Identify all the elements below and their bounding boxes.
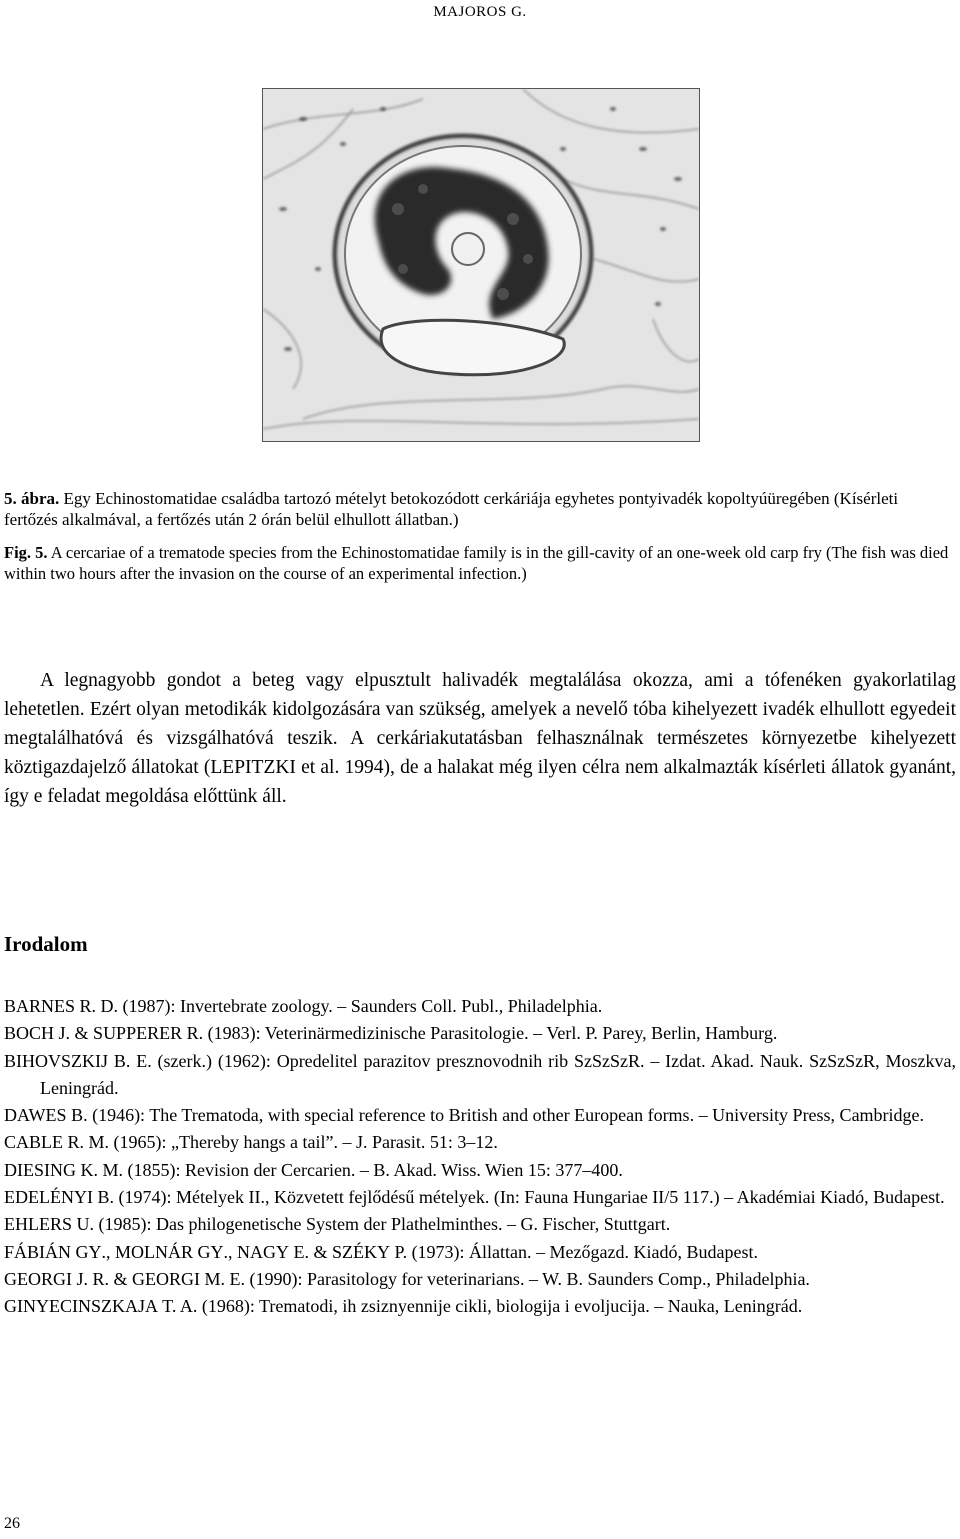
- reference-item: GINYECINSZKAJA T. A. (1968): Trematodi, ih zsiznyennije cikli, biologija i evoljucija. – Nauka, Leningrád.: [4, 1296, 803, 1317]
- reference-item: BARNES R. D. (1987): Invertebrate zoology. – Saunders Coll. Publ., Philadelphia.: [4, 996, 603, 1016]
- reference-item: EHLERS U. (1985): Das philogenetische System der Plathelminthes. – G. Fischer, Stuttgart.: [4, 1214, 671, 1235]
- reference-item: EDELÉNYI B. (1974): Mételyek II., Közvetett fejlődésű mételyek. (In: Fauna Hungariae II/5 117.) – Akadémiai Kiadó, Budapest.: [4, 1187, 945, 1208]
- reference-list: [4, 993, 956, 1321]
- running-head: MAJOROS G.: [433, 4, 527, 20]
- reference-item: CABLE R. M. (1965): „Thereby hangs a tail”. – J. Parasit. 51: 3–12.: [4, 1132, 498, 1153]
- caption-label-hu: 5. ábra.: [4, 489, 60, 508]
- reference-item: DIESING K. M. (1855): Revision der Cercarien. – B. Akad. Wiss. Wien 15: 377–400.: [4, 1159, 623, 1180]
- reference-item: GEORGI J. R. & GEORGI M. E. (1990): Parasitology for veterinarians. – W. B. Saunders Comp., Philadelphia.: [4, 1268, 810, 1289]
- figure-caption-hungarian: 5. ábra. Egy Echinostomatidae családba tartozó mételyt betokozódott cerkáriája egyhetes pontyivadék kopoltyúüregében (Kísérleti fertőzés alkalmával, a fertőzés után 2 órán belül elhullott állatban.): [4, 489, 899, 529]
- section-title: Irodalom: [4, 932, 88, 956]
- reference-item: DAWES B. (1946): The Trematoda, with special reference to British and other European forms. – University Press, Cambridge.: [4, 1105, 925, 1126]
- caption-label-en: Fig. 5.: [4, 543, 48, 562]
- figure-caption-english: Fig. 5. A cercariae of a trematode species from the Echinostomatidae family is in the gill-cavity of an one-week old carp fry (The fish was died within two hours after the invasion on the course of an experimental infection.): [4, 543, 949, 583]
- micrograph-figure: [262, 88, 700, 442]
- reference-item: BIHOVSZKIJ B. E. (szerk.) (1962): Opredelitel parazitov presznovodnih rib SzSzSzR. – Izdat. Akad. Nauk. SzSzSzR, Moszkva, Leningrád.: [4, 1050, 956, 1098]
- reference-item: FÁBIÁN GY., MOLNÁR GY., NAGY E. & SZÉKY P. (1973): Állattan. – Mezőgazd. Kiadó, Budapest.: [4, 1241, 758, 1262]
- page-number: 26: [4, 1515, 20, 1532]
- reference-item: BOCH J. & SUPPERER R. (1983): Veterinärmedizinische Parasitologie. – Verl. P. Parey, Berlin, Hamburg.: [4, 1023, 778, 1044]
- body-paragraph: A legnagyobb gondot a beteg vagy elpusztult halivadék megtalálása okozza, ami a tófenéken gyakorlatilag lehetetlen. Ezért olyan metodikák kidolgozására van szükség, amelyek a nevelő tóba kihelyezett ivadék elhullott egyedeit megtalálhatóvá és vizsgálhatóvá teszik. A cerkáriakutatásban felhasználnak természetes környezetbe kihelyezett köztigazdajelző állatokat (LEPITZKI et al. 1994), de a halakat még ilyen célra nem alkalmazták kísérleti állatok gyanánt, így e feladat megoldása előttünk áll.: [4, 670, 956, 807]
